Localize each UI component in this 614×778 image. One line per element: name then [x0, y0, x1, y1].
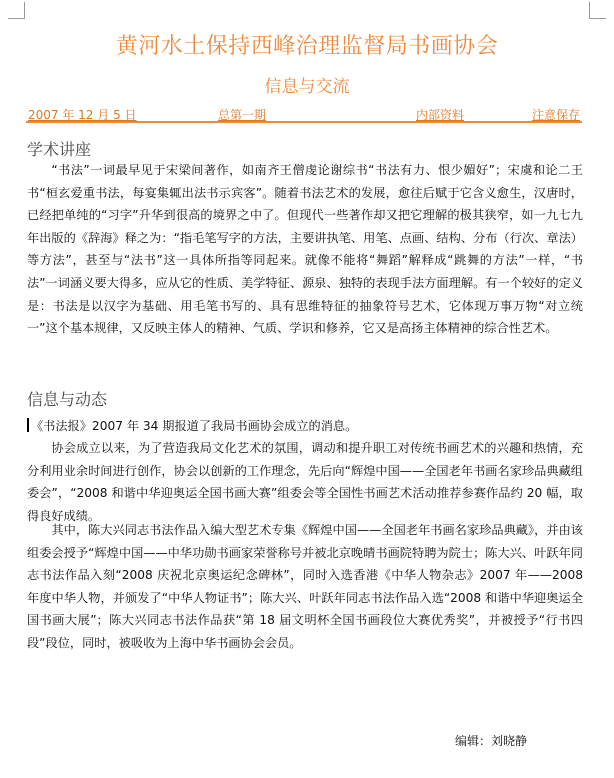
lecture-paragraph: “书法”一词最早见于宋梁间著作，如南齐王僧虔论谢综书“书法有力、恨少媚好”；宋虞和论二王书“桓玄爱重书法，每宴集辄出法书示宾客”。随着书法艺术的发展，愈往后赋于它含义愈生，汉唐时，已经把单纯的“习字”升华到很高的境界之中了。但现代一些著作却又把它理解的极其狭窄，如一九七九年出版的《辞海》释之为：“指毛笔写字的方法，主要讲执笔、用笔、点画、结构、分布（行次、章法）等方法”，甚至与“法书”这一具体所指等同起来。就像不能将“舞蹈”解释成“跳舞的方法”一样，“书法”一词涵义要大得多，应从它的性质、美学特征、源泉、独特的表现手法方面理解。有一个较好的定义是：书法是以汉字为基础、用毛笔书写的、具有思维特征的抽象符号艺术，它体现万事万物“对立统一”这个基本规律，又反映主体人的精神、气质、学识和修养，它又是高扬主体精神的综合性艺术。	[27, 163, 583, 336]
editor-credit: 编辑：刘晓静	[455, 734, 528, 748]
issue-date: 2007 年 12 月 5 日	[28, 108, 137, 122]
masthead-bar	[26, 106, 582, 123]
news-lead-text: 《书法报》2007 年 34 期报道了我局书画协会成立的消息。	[31, 419, 358, 433]
document-title: 黄河水土保持西峰治理监督局书画协会	[115, 34, 499, 59]
news-paragraph-2: 其中，陈大兴同志书法作品入编大型艺术专集《辉煌中国——全国老年书画名家珍品典藏》，并由该组委会授予“辉煌中国——中华功勋书画家荣誉称号并被北京晚晴书画院特聘为院士；陈大兴、叶跃年同志书法作品入刻“2008 庆祝北京奥运纪念碑林”，同时入选香港《中华人物杂志》2007 年——2008 年度中华人物，并颁发了“中华人物证书”；陈大兴、叶跃年同志书法作品入选“2008 和谐中华迎奥运全国书画大展”；陈大兴同志书法作品获“第 18 届文明杯全国书画段位大赛优秀奖”，并被授予“行书四段”段位，同时，被吸收为上海中华书画协会会员。	[27, 523, 583, 650]
issue-number: 总第一期	[218, 108, 267, 122]
crop-mark-top-left	[8, 2, 25, 19]
text-cursor	[27, 418, 29, 432]
keep-notice: 注意保存	[531, 108, 580, 122]
section-heading-news: 信息与动态	[27, 390, 108, 409]
news-lead-line[interactable]	[27, 415, 583, 438]
document-subtitle: 信息与交流	[264, 77, 350, 97]
classification-label: 内部资料	[416, 108, 465, 122]
crop-mark-top-right	[589, 2, 606, 19]
section-heading-lecture: 学术讲座	[27, 140, 92, 159]
news-paragraph-1: 协会成立以来，为了营造我局文化艺术的氛围，调动和提升职工对传统书画艺术的兴趣和热情，充分利用业余时间进行创作，协会以创新的工作理念，先后向“辉煌中国——全国老年书画名家珍品典藏组委会”，“2008 和谐中华迎奥运全国书画大赛”组委会等全国性书画艺术活动推荐参赛作品约 20 幅，取得良好成绩。	[27, 441, 583, 523]
